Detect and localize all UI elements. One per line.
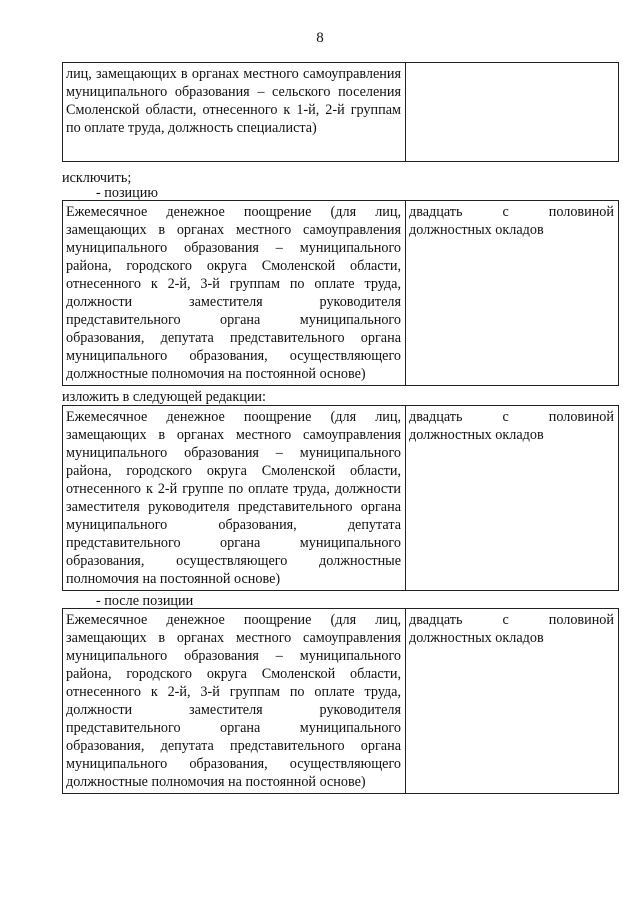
value-cell: двадцать с половиной должностных окладов	[406, 609, 619, 794]
description-cell: Ежемесячное денежное поощрение (для лиц, замещающих в органах местного самоуправления муниципального образования – муниципального района, городского округа Смоленской области, отнесенного к 2-й, 3-й группам по оплате труда, должности заместителя руководителя представительного органа муниципального образования, депутата представительного органа муниципального образования, осуществляющего должностные полномочия на постоянной основе)	[63, 609, 406, 794]
description-cell: Ежемесячное денежное поощрение (для лиц, замещающих в органах местного самоуправления муниципального образования – муниципального района, городского округа Смоленской области, отнесенного к 2-й, 3-й группам по оплате труда, должности заместителя руководителя представительного органа муниципального образования, депутата представительного органа муниципального образования, осуществляющего должностные полномочия на постоянной основе)	[63, 201, 406, 386]
description-cell: Ежемесячное денежное поощрение (для лиц, замещающих в органах местного самоуправления муниципального образования – муниципального района, городского округа Смоленской области, отнесенного к 2-й группе по оплате труда, должности заместителя руководителя представительного органа муниципального образования, депутата представительного органа муниципального образования, осуществляющего должностные полномочия на постоянной основе)	[63, 406, 406, 591]
instruction-exclude: исключить;	[62, 170, 132, 186]
table-new-wording	[62, 405, 619, 591]
table-continued	[62, 62, 619, 162]
value-cell	[406, 63, 619, 162]
table-position	[62, 200, 619, 386]
value-cell: двадцать с половиной должностных окладов	[406, 201, 619, 386]
instruction-position: - позицию	[96, 185, 158, 201]
instruction-new-wording: изложить в следующей редакции:	[62, 389, 266, 405]
instruction-after-position: - после позиции	[96, 593, 194, 609]
table-row	[63, 63, 619, 162]
description-cell: лиц, замещающих в органах местного самоуправления муниципального образования – сельского поселения Смоленской области, отнесенного к 1-й, 2-й группам по оплате труда, должность специалиста)	[63, 63, 406, 162]
value-cell: двадцать с половиной должностных окладов	[406, 406, 619, 591]
table-row	[63, 609, 619, 794]
table-after-position	[62, 608, 619, 794]
table-row	[63, 406, 619, 591]
table-row	[63, 201, 619, 386]
page-number: 8	[316, 30, 324, 46]
